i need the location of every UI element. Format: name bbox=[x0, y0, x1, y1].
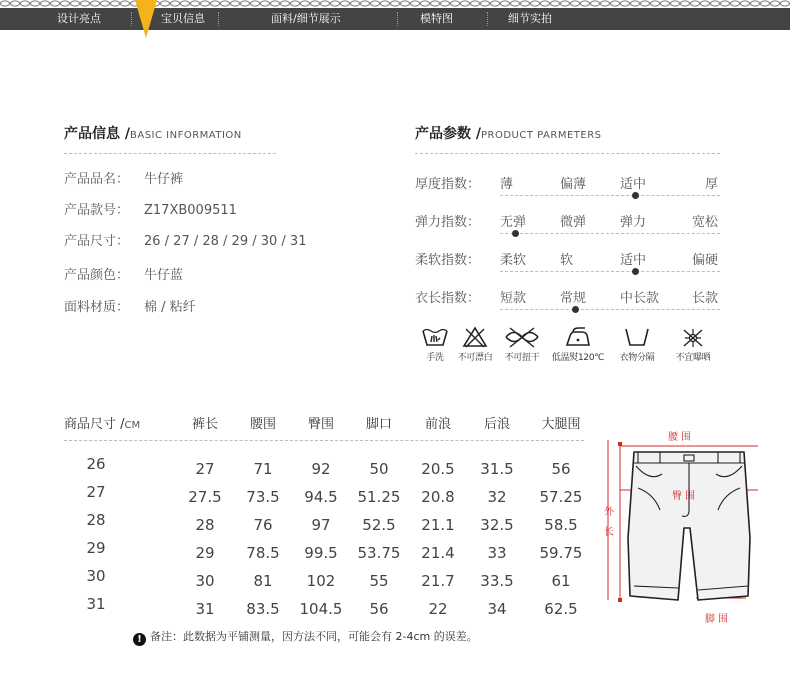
table-cell: 61 bbox=[551, 572, 571, 590]
size-label: 28 bbox=[86, 511, 106, 529]
table-cell: 21.7 bbox=[421, 572, 455, 590]
table-cell: 32.5 bbox=[480, 516, 514, 534]
active-nav-arrow-icon bbox=[135, 0, 157, 38]
nav-item-detail-photos[interactable]: 细节实拍 bbox=[508, 12, 552, 25]
table-cell: 22 bbox=[428, 600, 448, 618]
table-cell: 20.8 bbox=[421, 488, 455, 506]
table-cell: 50 bbox=[369, 460, 389, 478]
param-option: 薄 bbox=[500, 177, 514, 192]
care-no-sun: 不宜曝晒 bbox=[663, 326, 723, 363]
no-bleach-icon bbox=[461, 326, 489, 348]
nav-separator bbox=[487, 12, 488, 26]
table-cell: 34 bbox=[487, 600, 507, 618]
divider bbox=[415, 153, 720, 154]
table-cell: 21.4 bbox=[421, 544, 455, 562]
table-cell: 52.5 bbox=[362, 516, 396, 534]
no-sun-icon bbox=[679, 326, 707, 348]
param-row bbox=[415, 249, 720, 271]
table-cell: 97 bbox=[311, 516, 331, 534]
table-column-header: 前浪 bbox=[424, 417, 451, 432]
table-cell: 71 bbox=[253, 460, 273, 478]
nav-separator bbox=[218, 12, 219, 26]
param-scale-line bbox=[500, 195, 720, 196]
param-option: 长款 bbox=[691, 291, 718, 306]
param-option: 偏薄 bbox=[560, 177, 587, 192]
table-column-header: 腰围 bbox=[249, 417, 276, 432]
table-column-header: 大腿围 bbox=[541, 417, 581, 432]
size-table-title: 商品尺寸 /CM bbox=[64, 417, 141, 432]
table-cell: 99.5 bbox=[304, 544, 338, 562]
nav-separator bbox=[397, 12, 398, 26]
table-cell: 56 bbox=[369, 600, 389, 618]
table-cell: 78.5 bbox=[246, 544, 280, 562]
table-cell: 20.5 bbox=[421, 460, 455, 478]
table-cell: 59.75 bbox=[539, 544, 583, 562]
measurement-note: ! 备注：此数据为平铺测量，因方法不同，可能会有 2-4cm 的误差。 bbox=[133, 628, 478, 646]
param-scale-line bbox=[500, 271, 720, 272]
nav-bar bbox=[0, 8, 790, 30]
nav-item-product-info[interactable]: 宝贝信息 bbox=[161, 12, 205, 25]
care-low-iron: 低温熨120℃ bbox=[548, 326, 608, 363]
param-selected-marker bbox=[632, 192, 639, 199]
param-option: 无弹 bbox=[500, 215, 527, 230]
table-cell: 83.5 bbox=[246, 600, 280, 618]
info-row-name: 产品品名： 牛仔裤 bbox=[64, 172, 184, 187]
param-option: 柔软 bbox=[500, 253, 527, 268]
table-cell: 27.5 bbox=[188, 488, 222, 506]
table-cell: 62.5 bbox=[544, 600, 578, 618]
param-scale-line bbox=[500, 309, 720, 310]
no-wring-icon bbox=[502, 326, 542, 348]
table-cell: 104.5 bbox=[299, 600, 343, 618]
table-cell: 32 bbox=[487, 488, 507, 506]
info-row-style-no: 产品款号： Z17XB009511 bbox=[64, 203, 237, 218]
info-row-material: 面料材质： 棉 / 粘纤 bbox=[64, 300, 196, 315]
nav-item-model[interactable]: 模特图 bbox=[420, 12, 453, 25]
param-row bbox=[415, 211, 720, 233]
table-cell: 58.5 bbox=[544, 516, 578, 534]
table-column-header: 后浪 bbox=[483, 417, 510, 432]
param-label: 衣长指数： bbox=[415, 291, 481, 306]
table-cell: 29 bbox=[195, 544, 215, 562]
param-option: 中长款 bbox=[620, 291, 660, 306]
param-option: 偏硬 bbox=[691, 253, 718, 268]
info-row-color: 产品颜色： 牛仔蓝 bbox=[64, 268, 184, 283]
param-selected-marker bbox=[632, 268, 639, 275]
param-option: 厚 bbox=[704, 177, 718, 192]
info-row-sizes: 产品尺寸： 26 / 27 / 28 / 29 / 30 / 31 bbox=[64, 234, 307, 249]
care-no-wring: 不可扭干 bbox=[492, 326, 552, 363]
separate-wash-icon bbox=[623, 326, 651, 348]
diagram-label-waist: 腰围 bbox=[668, 432, 694, 443]
table-cell: 102 bbox=[306, 572, 336, 590]
low-iron-icon bbox=[563, 326, 593, 348]
param-row bbox=[415, 173, 720, 195]
table-cell: 21.1 bbox=[421, 516, 455, 534]
table-cell: 57.25 bbox=[539, 488, 583, 506]
table-cell: 31.5 bbox=[480, 460, 514, 478]
table-cell: 33.5 bbox=[480, 572, 514, 590]
table-cell: 27 bbox=[195, 460, 215, 478]
diagram-label-hip: 臀围 bbox=[672, 491, 698, 502]
param-option: 适中 bbox=[620, 177, 647, 192]
size-label: 30 bbox=[86, 567, 106, 585]
param-label: 弹力指数： bbox=[415, 215, 481, 230]
table-cell: 53.75 bbox=[357, 544, 401, 562]
table-column-header: 脚口 bbox=[365, 417, 392, 432]
table-column-header: 臀围 bbox=[307, 417, 334, 432]
diagram-label-outer-1: 外 bbox=[604, 507, 617, 518]
table-cell: 73.5 bbox=[246, 488, 280, 506]
table-cell: 30 bbox=[195, 572, 215, 590]
size-label: 31 bbox=[86, 595, 106, 613]
table-cell: 31 bbox=[195, 600, 215, 618]
care-hand-wash: 手洗 bbox=[405, 326, 465, 363]
diagram-label-outer-2: 长 bbox=[604, 527, 617, 538]
table-cell: 33 bbox=[487, 544, 507, 562]
diagram-label-hem: 脚围 bbox=[705, 614, 731, 625]
nav-separator bbox=[131, 12, 132, 26]
params-title: 产品参数 /PRODUCT PARMETERS bbox=[415, 126, 602, 142]
table-cell: 56 bbox=[551, 460, 571, 478]
param-option: 适中 bbox=[620, 253, 647, 268]
table-cell: 76 bbox=[253, 516, 273, 534]
param-option: 常规 bbox=[560, 291, 587, 306]
table-cell: 55 bbox=[369, 572, 389, 590]
table-column-header: 裤长 bbox=[191, 417, 218, 432]
care-separate-wash: 衣物分隔 bbox=[607, 326, 667, 363]
param-selected-marker bbox=[512, 230, 519, 237]
pants-measurement-diagram bbox=[598, 418, 768, 638]
table-cell: 81 bbox=[253, 572, 273, 590]
nav-item-design[interactable]: 设计亮点 bbox=[57, 12, 101, 25]
table-cell: 92 bbox=[311, 460, 331, 478]
care-no-bleach: 不可漂白 bbox=[445, 326, 505, 363]
param-option: 微弹 bbox=[560, 215, 587, 230]
table-cell: 28 bbox=[195, 516, 215, 534]
size-label: 27 bbox=[86, 483, 106, 501]
param-label: 厚度指数： bbox=[415, 177, 481, 192]
param-option: 弹力 bbox=[620, 215, 647, 230]
product-info-title: 产品信息 /BASIC INFORMATION bbox=[64, 126, 242, 142]
param-label: 柔软指数： bbox=[415, 253, 481, 268]
divider bbox=[64, 153, 276, 154]
param-option: 软 bbox=[560, 253, 574, 268]
table-cell: 51.25 bbox=[357, 488, 401, 506]
param-selected-marker bbox=[572, 306, 579, 313]
top-decoration bbox=[0, 0, 790, 7]
size-label: 29 bbox=[86, 539, 106, 557]
nav-item-fabric[interactable]: 面料/细节展示 bbox=[271, 12, 341, 25]
param-scale-line bbox=[500, 233, 720, 234]
param-row bbox=[415, 287, 720, 309]
param-option: 短款 bbox=[500, 291, 527, 306]
table-divider bbox=[64, 440, 584, 441]
param-option: 宽松 bbox=[691, 215, 718, 230]
table-cell: 94.5 bbox=[304, 488, 338, 506]
size-label: 26 bbox=[86, 455, 106, 473]
warning-icon: ! bbox=[133, 633, 146, 646]
